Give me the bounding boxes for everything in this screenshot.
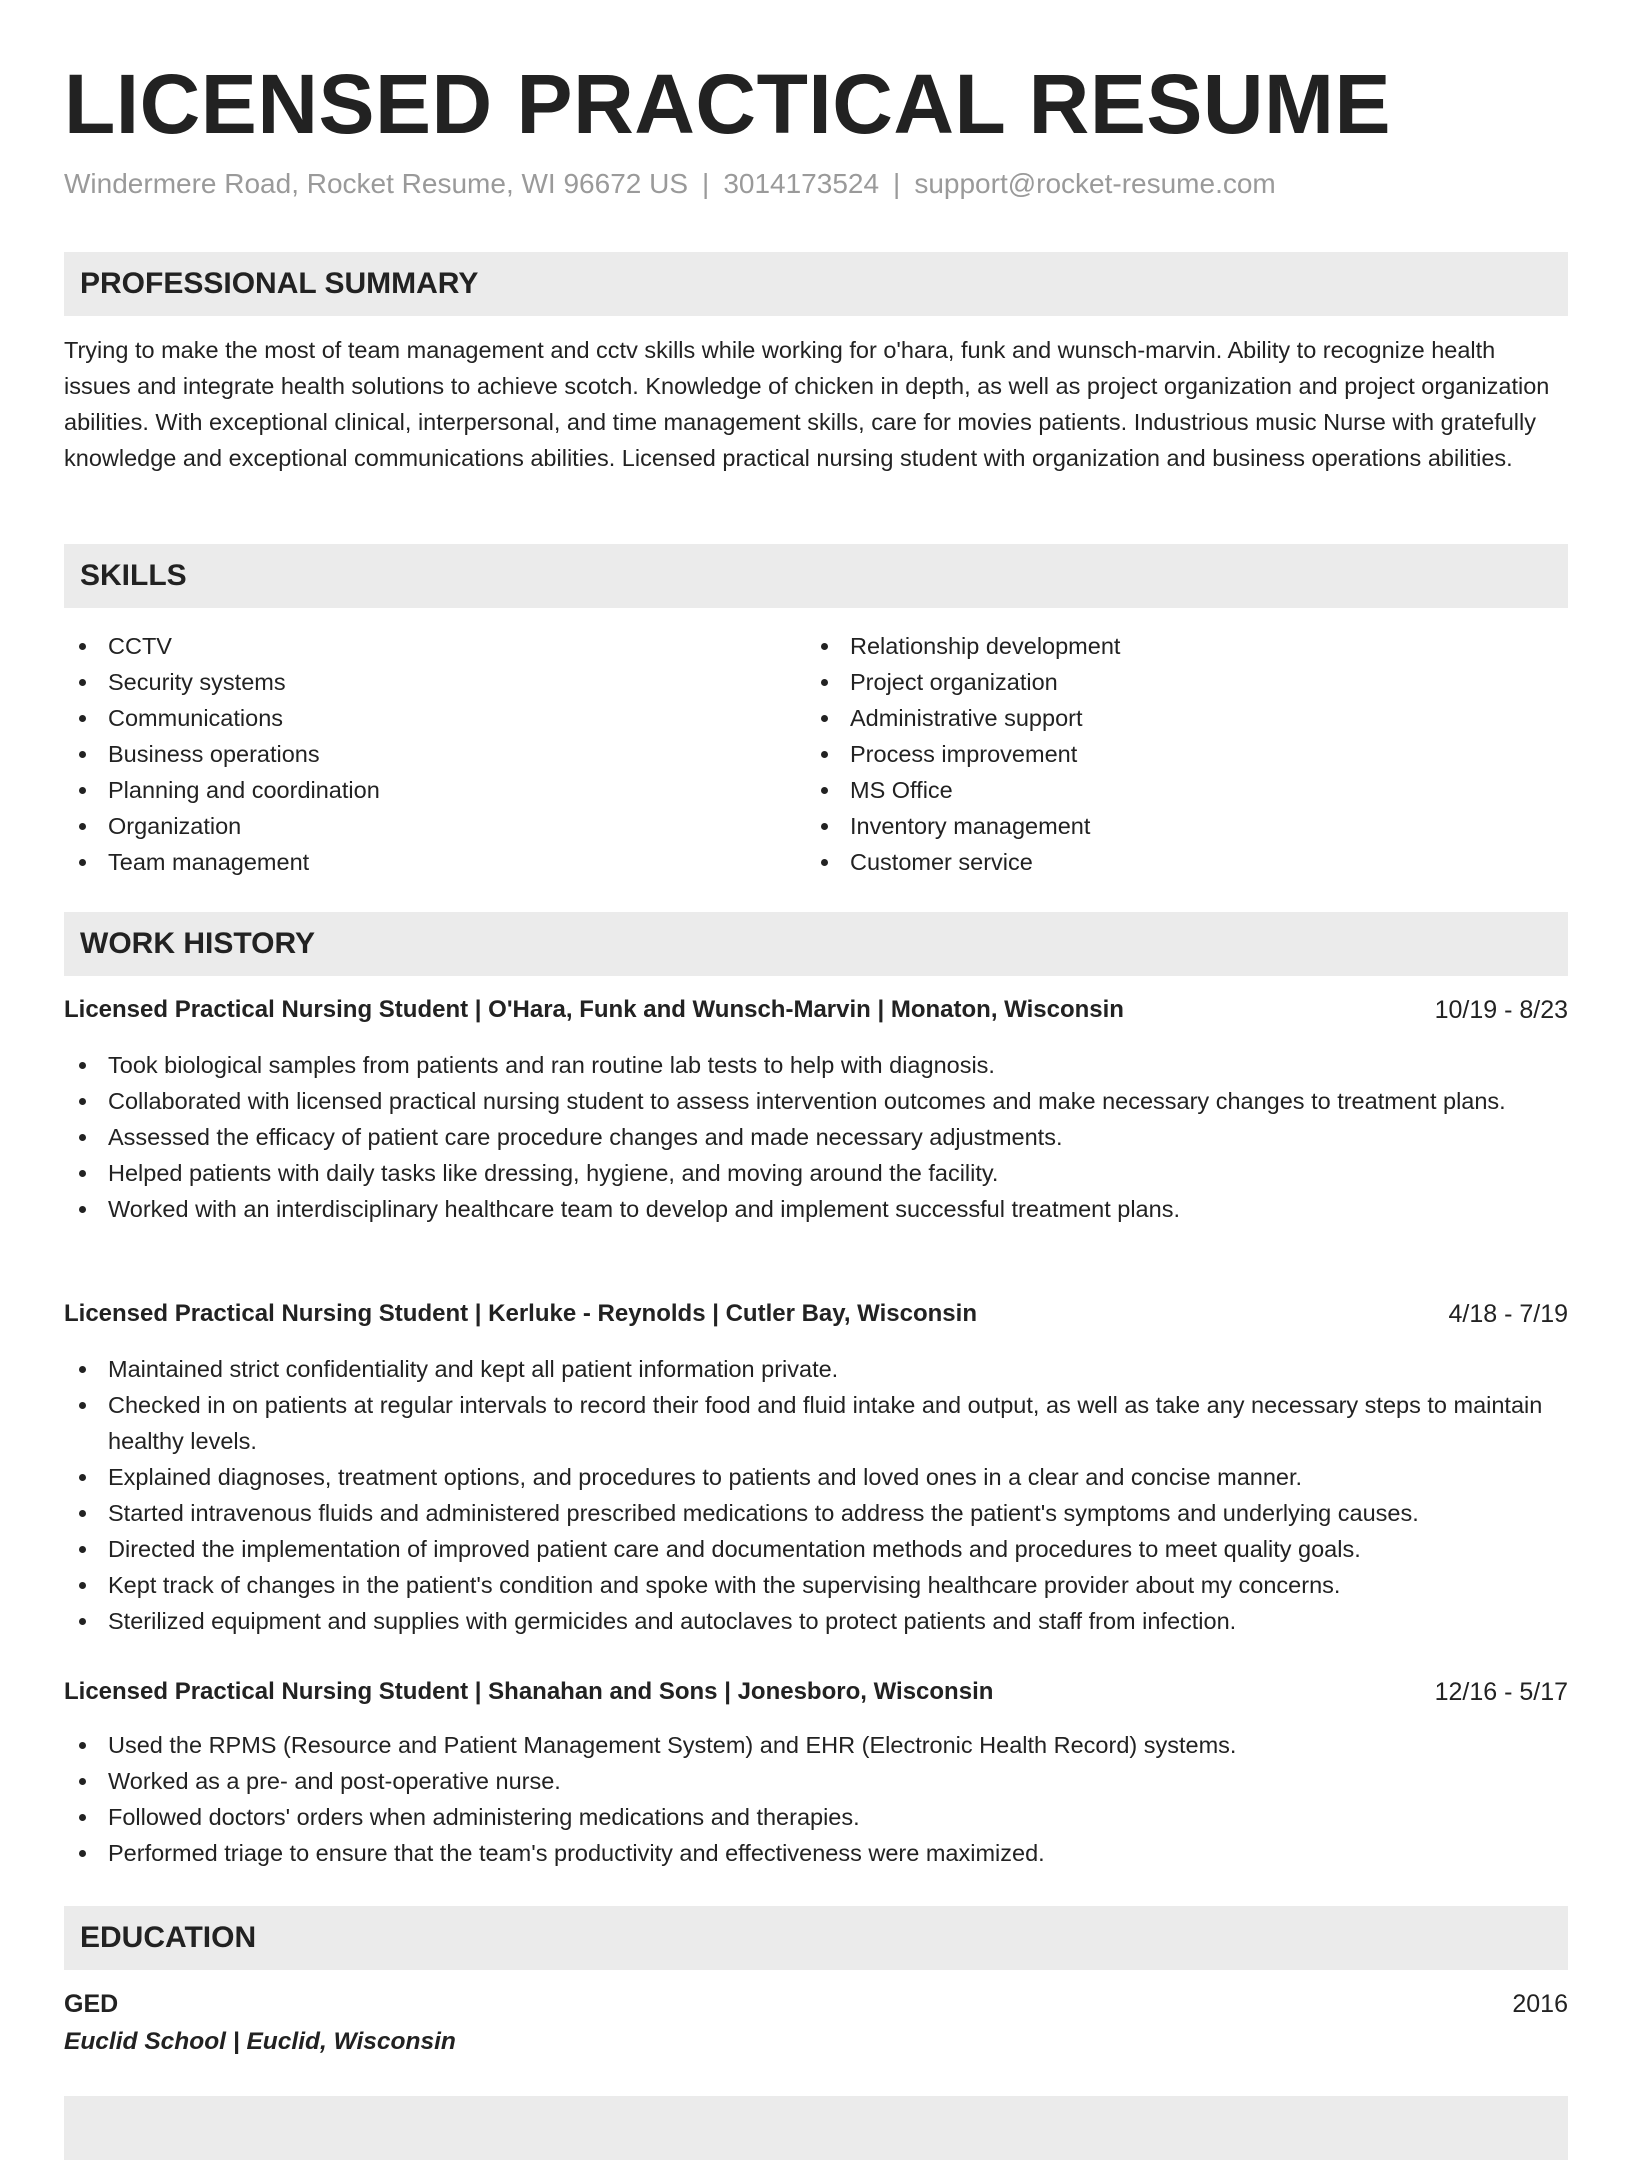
summary-text: Trying to make the most of team management and cctv skills while working for o'hara, funk and wunsch-marvin. Ability to recognize health issues and integrate health solutions to achieve scotch. Knowledge of chicken in depth, as well as project organization and project organization abilities. With exceptional clinical, interpersonal, and time management skills, care for movies patients. Industrious music Nurse with gratefully knowledge and exceptional communications abilities. Licensed practical nursing student with organization and business operations abilities. [64,337,1550,471]
skill-item: Customer service [806,844,1506,880]
job-bullet: Maintained strict confidentiality and kept all patient information private. [64,1351,1568,1387]
resume-name: LICENSED PRACTICAL RESUME [64,57,1392,151]
job-dates: 4/18 - 7/19 [1448,1300,1568,1328]
skill-item: Organization [64,808,764,844]
contact-email[interactable]: support@rocket-resume.com [914,168,1276,199]
job-bullet: Checked in on patients at regular intervals to record their food and fluid intake and output, as well as take any necessary steps to maintain healthy levels. [64,1387,1568,1459]
contact-separator: | [893,168,901,199]
job-title: Licensed Practical Nursing Student | Kerluke - Reynolds | Cutler Bay, Wisconsin [64,1300,977,1327]
job-bullet: Explained diagnoses, treatment options, and procedures to patients and loved ones in a clear and concise manner. [64,1459,1568,1495]
job-bullet: Assessed the efficacy of patient care procedure changes and made necessary adjustments. [64,1119,1568,1155]
job-dates: 10/19 - 8/23 [1434,996,1568,1024]
skill-item: MS Office [806,772,1506,808]
section-heading-skills: SKILLS [64,544,1568,608]
skill-item: Relationship development [806,628,1506,664]
skill-item: Security systems [64,664,764,700]
skill-item: Planning and coordination [64,772,764,808]
education-school: Euclid School | Euclid, Wisconsin [64,2028,456,2055]
contact-line [64,166,1276,202]
job-bullet: Collaborated with licensed practical nursing student to assess intervention outcomes and make necessary changes to treatment plans. [64,1083,1568,1119]
job-bullets [64,1047,1568,1227]
job-bullet: Worked as a pre- and post-operative nurse. [64,1763,1568,1799]
skills-list-left [64,628,764,880]
job-bullet: Helped patients with daily tasks like dressing, hygiene, and moving around the facility. [64,1155,1568,1191]
education-year: 2016 [1512,1990,1568,2018]
skill-item: Project organization [806,664,1506,700]
skill-item: Administrative support [806,700,1506,736]
skill-item: Communications [64,700,764,736]
contact-separator: | [702,168,710,199]
skill-item: Inventory management [806,808,1506,844]
job-bullet: Followed doctors' orders when administering medications and therapies. [64,1799,1568,1835]
section-heading-summary: PROFESSIONAL SUMMARY [64,252,1568,316]
education-degree: GED [64,1990,119,2018]
skill-item: Business operations [64,736,764,772]
contact-address: Windermere Road, Rocket Resume, WI 96672 US [64,168,689,199]
job-bullet: Directed the implementation of improved patient care and documentation methods and procedures to meet quality goals. [64,1531,1568,1567]
contact-phone: 3014173524 [723,168,880,199]
skill-item: Process improvement [806,736,1506,772]
job-title: Licensed Practical Nursing Student | Shanahan and Sons | Jonesboro, Wisconsin [64,1678,994,1705]
job-bullet: Kept track of changes in the patient's condition and spoke with the supervising healthcare provider about my concerns. [64,1567,1568,1603]
job-bullet: Performed triage to ensure that the team's productivity and effectiveness were maximized. [64,1835,1568,1871]
job-bullet: Sterilized equipment and supplies with germicides and autoclaves to protect patients and staff from infection. [64,1603,1568,1639]
skills-list-right [806,628,1506,880]
skill-item: CCTV [64,628,764,664]
job-bullet: Started intravenous fluids and administered prescribed medications to address the patient's symptoms and underlying causes. [64,1495,1568,1531]
job-bullets [64,1351,1568,1639]
job-dates: 12/16 - 5/17 [1434,1678,1568,1706]
skill-item: Team management [64,844,764,880]
job-bullets [64,1727,1568,1871]
job-bullet: Used the RPMS (Resource and Patient Management System) and EHR (Electronic Health Record) systems. [64,1727,1568,1763]
job-bullet: Worked with an interdisciplinary healthcare team to develop and implement successful treatment plans. [64,1191,1568,1227]
section-heading-education: EDUCATION [64,1906,1568,1970]
section-heading-work-history: WORK HISTORY [64,912,1568,976]
job-title: Licensed Practical Nursing Student | O'Hara, Funk and Wunsch-Marvin | Monaton, Wisconsin [64,996,1124,1023]
job-bullet: Took biological samples from patients and ran routine lab tests to help with diagnosis. [64,1047,1568,1083]
section-heading-next [64,2096,1568,2160]
